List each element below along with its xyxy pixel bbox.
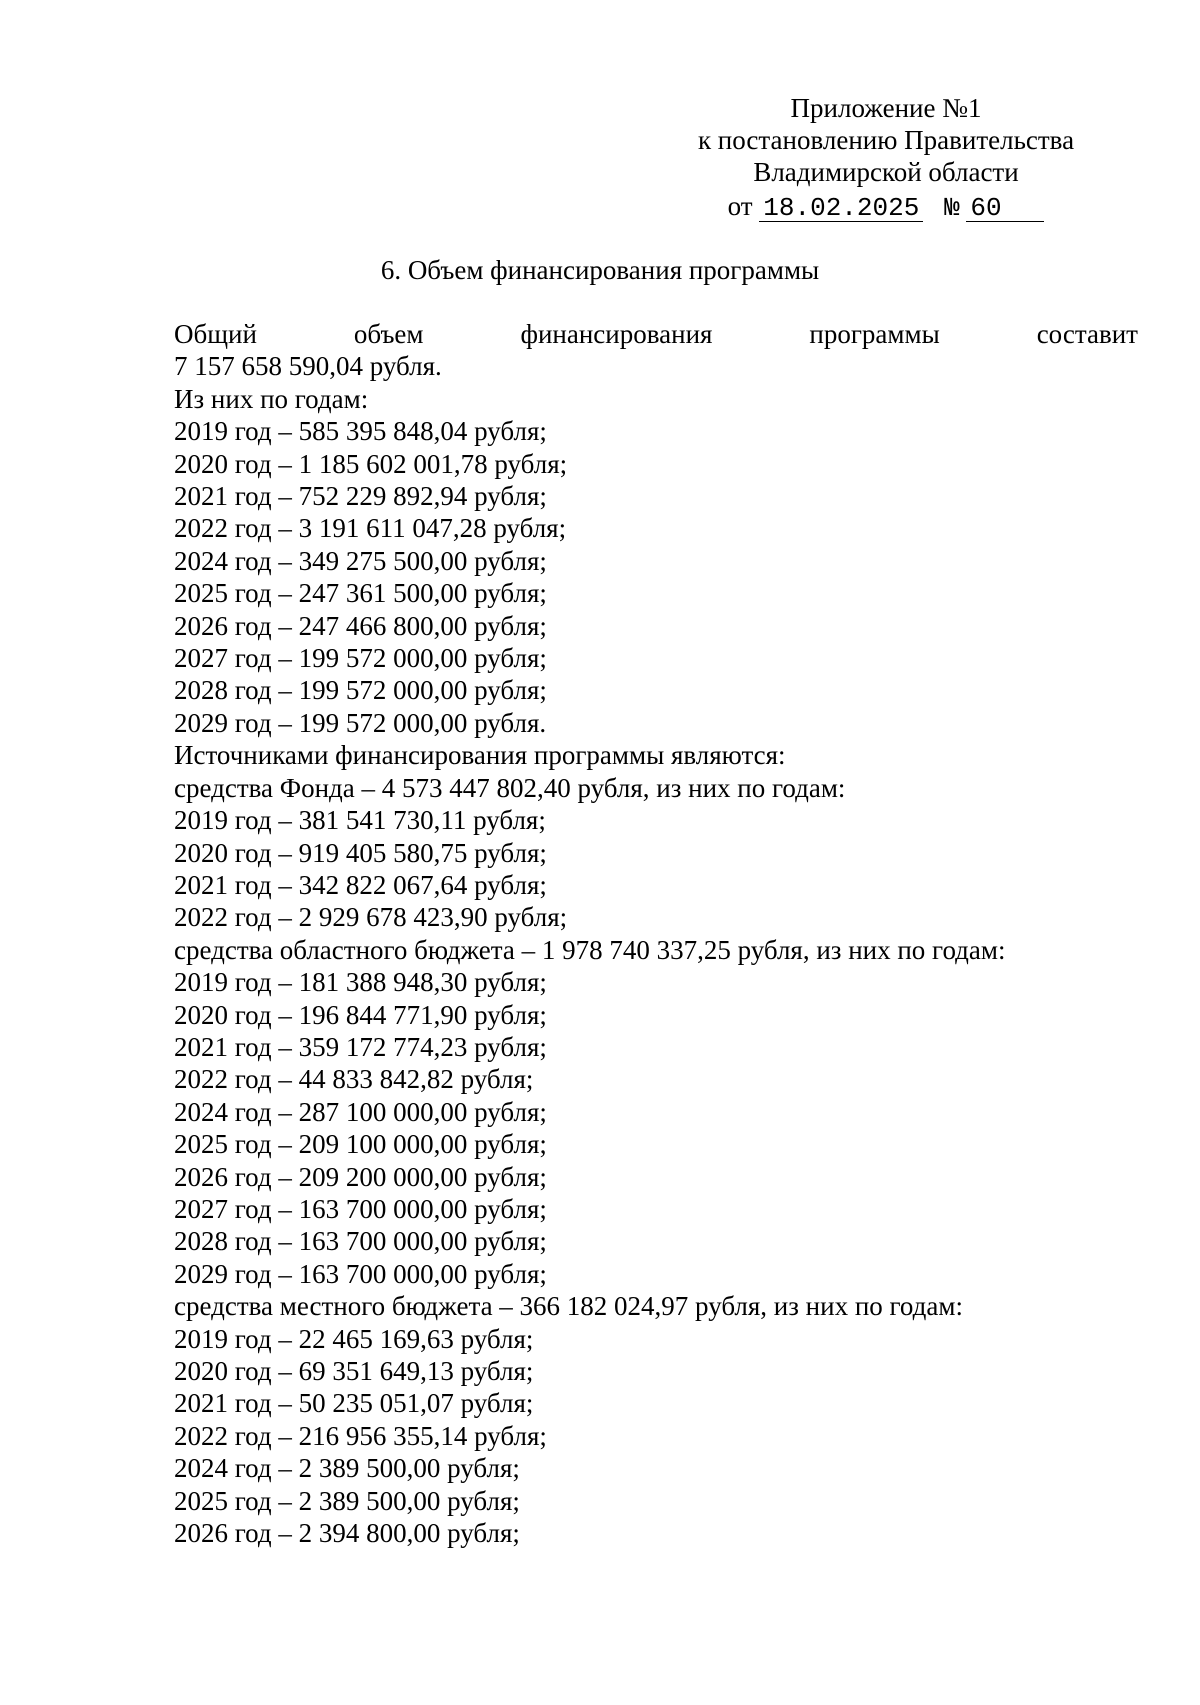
financing-line: 2019 год – 181 388 948,30 рубля; <box>174 967 547 998</box>
financing-line: 2019 год – 22 465 169,63 рубля; <box>174 1323 534 1354</box>
financing-line: средства местного бюджета – 366 182 024,97 рубля, из них по годам: <box>174 1291 963 1322</box>
financing-line: Из них по годам: <box>174 383 369 414</box>
financing-line: 2029 год – 199 572 000,00 рубля. <box>174 707 547 738</box>
financing-line: 2022 год – 3 191 611 047,28 рубля; <box>174 513 567 544</box>
intro-word: программы <box>809 319 940 349</box>
financing-line: 7 157 658 590,04 рубля. <box>174 351 442 382</box>
financing-line: 2025 год – 2 389 500,00 рубля; <box>174 1485 520 1516</box>
financing-line: 2020 год – 1 185 602 001,78 рубля; <box>174 448 568 479</box>
financing-line: 2020 год – 919 405 580,75 рубля; <box>174 837 547 868</box>
financing-line: 2024 год – 2 389 500,00 рубля; <box>174 1453 520 1484</box>
financing-line: 2027 год – 163 700 000,00 рубля; <box>174 1193 547 1224</box>
resolution-number: 60 <box>966 195 1044 222</box>
date-prefix: от <box>727 191 753 221</box>
financing-line: 2021 год – 342 822 067,64 рубля; <box>174 869 547 900</box>
financing-line: 2019 год – 381 541 730,11 рубля; <box>174 805 546 836</box>
resolution-date: 18.02.2025 <box>759 195 923 222</box>
financing-line: 2019 год – 585 395 848,04 рубля; <box>174 416 547 447</box>
number-sign: № <box>944 193 960 223</box>
appendix-resolution-line: к постановлению Правительства <box>697 125 1075 155</box>
intro-word: объем <box>353 319 424 349</box>
financing-text <box>174 318 1138 1549</box>
financing-line: 2025 год – 209 100 000,00 рубля; <box>174 1129 547 1160</box>
financing-line: средства Фонда – 4 573 447 802,40 рубля, из них по годам: <box>174 772 846 803</box>
section-title: 6. Объем финансирования программы <box>380 255 820 285</box>
financing-line: Источниками финансирования программы являются: <box>174 740 786 771</box>
financing-line: 2021 год – 359 172 774,23 рубля; <box>174 1031 547 1062</box>
appendix-header <box>666 92 1106 224</box>
financing-line: 2022 год – 44 833 842,82 рубля; <box>174 1064 534 1095</box>
financing-line: 2025 год – 247 361 500,00 рубля; <box>174 578 547 609</box>
intro-word: финансирования <box>520 319 713 349</box>
intro-line <box>174 318 1138 350</box>
financing-line: 2020 год – 196 844 771,90 рубля; <box>174 999 547 1030</box>
financing-line: 2020 год – 69 351 649,13 рубля; <box>174 1356 534 1386</box>
appendix-title: Приложение №1 <box>790 93 982 123</box>
intro-word: составит <box>1036 319 1138 349</box>
financing-line: 2028 год – 163 700 000,00 рубля; <box>174 1226 547 1257</box>
financing-line: 2026 год – 209 200 000,00 рубля; <box>174 1161 547 1192</box>
financing-line: 2028 год – 199 572 000,00 рубля; <box>174 675 547 706</box>
financing-line: 2024 год – 349 275 500,00 рубля; <box>174 545 547 576</box>
financing-line: 2026 год – 247 466 800,00 рубля; <box>174 610 547 641</box>
financing-line: 2022 год – 216 956 355,14 рубля; <box>174 1420 547 1451</box>
financing-line: 2027 год – 199 572 000,00 рубля; <box>174 643 547 674</box>
financing-line: средства областного бюджета – 1 978 740 337,25 рубля, из них по годам: <box>174 934 1006 965</box>
appendix-region-line: Владимирской области <box>753 157 1019 187</box>
appendix-date-line <box>666 190 1106 224</box>
intro-word: Общий <box>174 319 257 349</box>
financing-line: 2024 год – 287 100 000,00 рубля; <box>174 1096 547 1127</box>
financing-line: 2021 год – 50 235 051,07 рубля; <box>174 1388 534 1419</box>
financing-line: 2029 год – 163 700 000,00 рубля; <box>174 1258 547 1289</box>
financing-line: 2026 год – 2 394 800,00 рубля; <box>174 1518 520 1549</box>
financing-lines <box>174 350 1138 1549</box>
financing-line: 2022 год – 2 929 678 423,90 рубля; <box>174 902 568 933</box>
financing-line: 2021 год – 752 229 892,94 рубля; <box>174 481 547 512</box>
